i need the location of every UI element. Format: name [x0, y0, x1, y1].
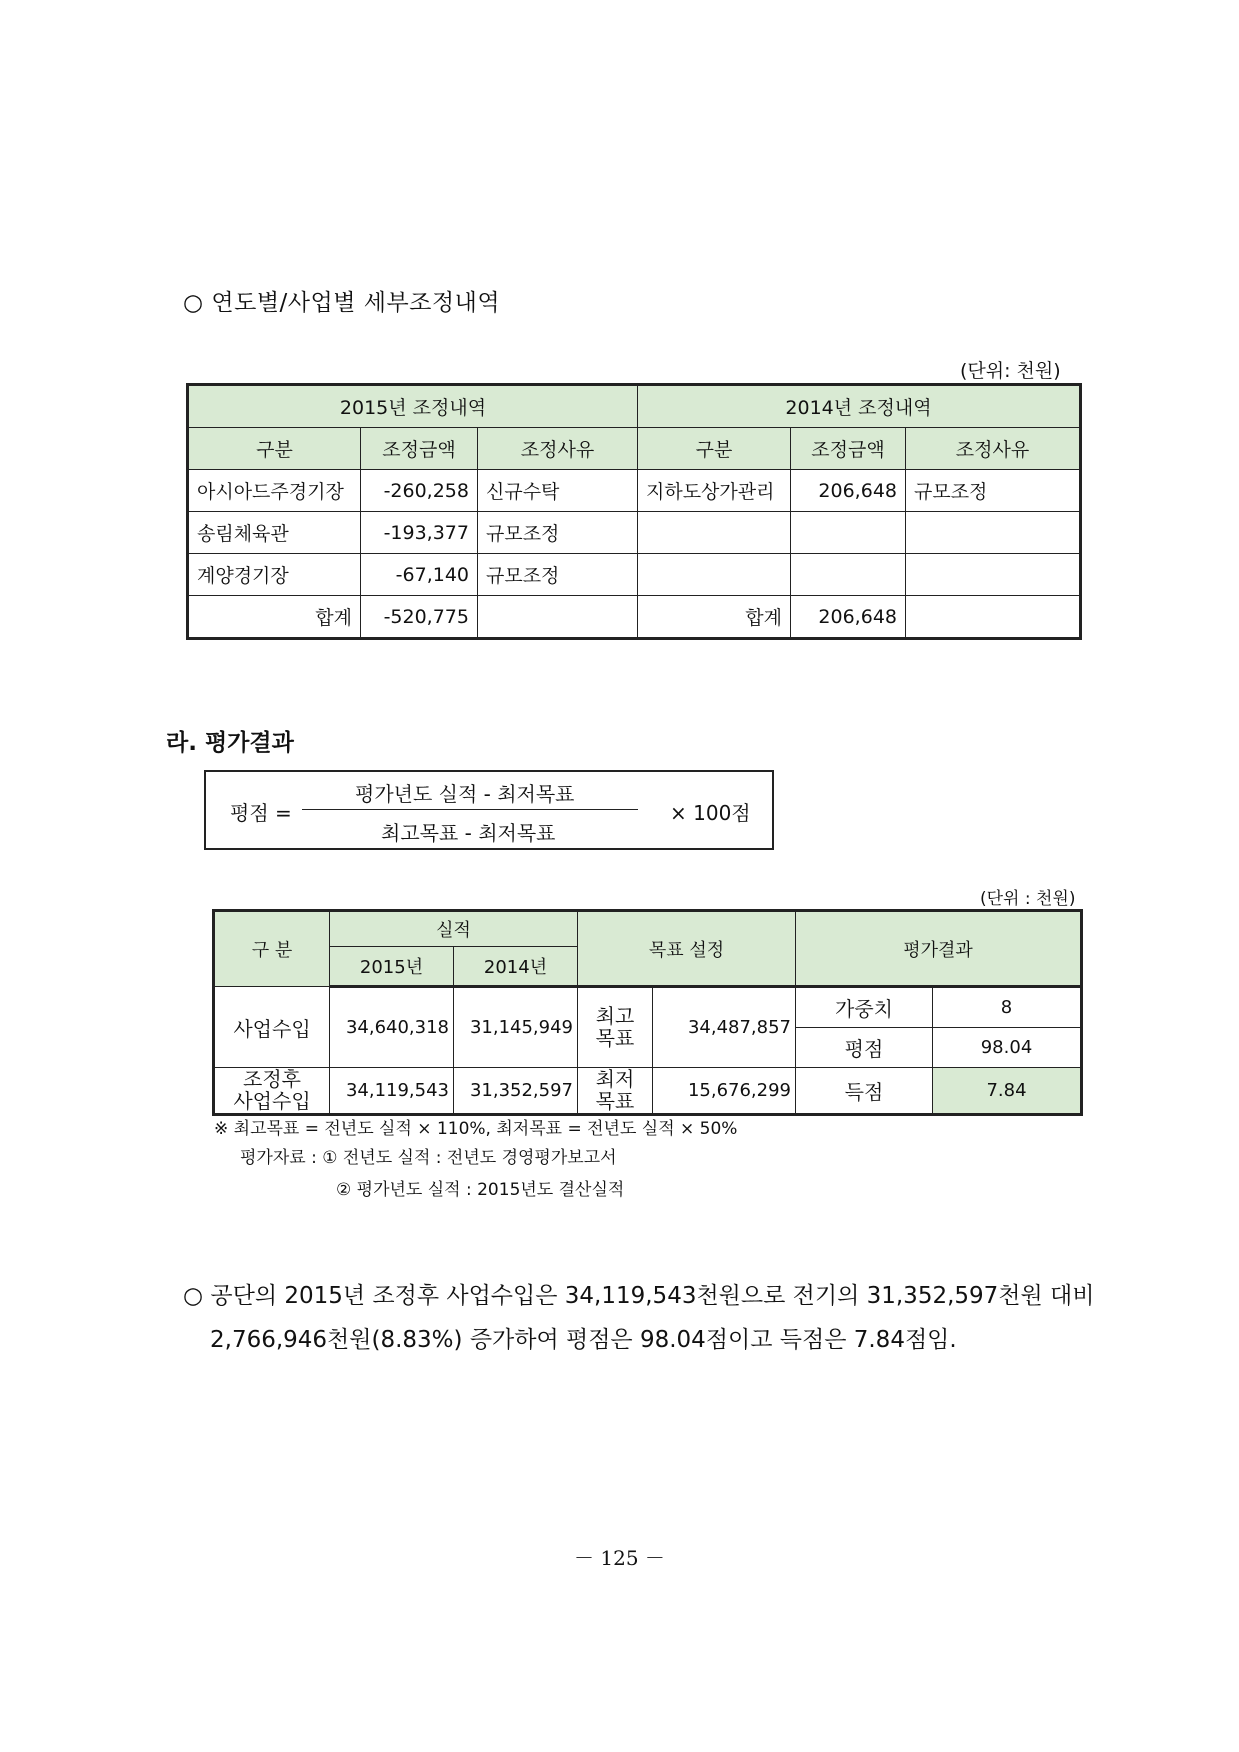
target-max-value: 34,487,857 — [653, 987, 796, 1068]
header-reason: 조정사유 — [478, 428, 638, 470]
cell-2015: 34,119,543 — [330, 1068, 454, 1115]
total-label: 합계 — [188, 596, 361, 639]
header-result: 평가결과 — [796, 911, 1082, 987]
cell-amount: -260,258 — [361, 470, 478, 512]
weight-value: 8 — [933, 987, 1082, 1028]
cell-reason: 신규수탁 — [478, 470, 638, 512]
row-label-revenue: 사업수입 — [214, 987, 330, 1068]
score-label: 평점 — [796, 1028, 933, 1068]
cell-category — [638, 554, 791, 596]
header-category: 구 분 — [214, 911, 330, 987]
formula-multiplier: × 100점 — [670, 801, 751, 825]
fraction-line — [302, 809, 638, 810]
summary-paragraph-line2: 2,766,946천원(8.83%) 증가하여 평점은 98.04점이고 득점은 7.84점임. — [210, 1327, 957, 1353]
table-row — [188, 554, 1081, 596]
formula-label: 평점 = — [230, 801, 292, 825]
unit-label: (단위: 천원) — [960, 360, 1061, 382]
points-label: 득점 — [796, 1068, 933, 1115]
cell-amount — [791, 512, 906, 554]
cell-2014: 31,145,949 — [454, 987, 578, 1068]
cell-category: 아시아드주경기장 — [188, 470, 361, 512]
total-label: 합계 — [638, 596, 791, 639]
note-formula: ※ 최고목표 = 전년도 실적 × 110%, 최저목표 = 전년도 실적 × 50% — [214, 1119, 738, 1139]
header-reason: 조정사유 — [906, 428, 1081, 470]
header-actual: 실적 — [330, 911, 578, 947]
header-2015-group: 2015년 조정내역 — [188, 385, 638, 428]
formula-numerator: 평가년도 실적 - 최저목표 — [355, 782, 575, 806]
target-min-value: 15,676,299 — [653, 1068, 796, 1115]
row-label-adjusted-revenue: 조정후 사업수입 — [214, 1068, 330, 1115]
table-row — [188, 470, 1081, 512]
summary-paragraph-line1: ○ 공단의 2015년 조정후 사업수입은 34,119,543천원으로 전기의 31,352,597천원 대비 — [183, 1283, 1095, 1309]
cell-category: 지하도상가관리 — [638, 470, 791, 512]
cell-amount: -193,377 — [361, 512, 478, 554]
section-heading: ○ 연도별/사업별 세부조정내역 — [183, 290, 501, 316]
note-source-1: 평가자료 : ① 전년도 실적 : 전년도 경영평가보고서 — [240, 1148, 617, 1168]
cell-amount: 206,648 — [791, 470, 906, 512]
evaluation-table — [212, 909, 1083, 1116]
header-2014-group: 2014년 조정내역 — [638, 385, 1081, 428]
total-amount-2014: 206,648 — [791, 596, 906, 639]
table-row — [188, 512, 1081, 554]
cell-reason: 규모조정 — [906, 470, 1081, 512]
cell-reason: 규모조정 — [478, 554, 638, 596]
header-2015: 2015년 — [330, 947, 454, 987]
cell-category: 계양경기장 — [188, 554, 361, 596]
formula-denominator: 최고목표 - 최저목표 — [381, 821, 556, 845]
score-value: 98.04 — [933, 1028, 1082, 1068]
target-max-label: 최고 목표 — [578, 987, 653, 1068]
header-amount: 조정금액 — [791, 428, 906, 470]
header-2014: 2014년 — [454, 947, 578, 987]
header-category: 구분 — [188, 428, 361, 470]
cell-amount: -67,140 — [361, 554, 478, 596]
note-source-2: ② 평가년도 실적 : 2015년도 결산실적 — [336, 1180, 625, 1200]
cell-reason — [906, 554, 1081, 596]
target-min-label: 최저 목표 — [578, 1068, 653, 1115]
cell-2014: 31,352,597 — [454, 1068, 578, 1115]
header-target: 목표 설정 — [578, 911, 796, 987]
adjustment-table — [186, 383, 1082, 640]
section-title: 라. 평가결과 — [166, 730, 294, 756]
cell-category — [638, 512, 791, 554]
cell-2015: 34,640,318 — [330, 987, 454, 1068]
cell-amount — [791, 554, 906, 596]
total-amount-2015: -520,775 — [361, 596, 478, 639]
cell-reason — [906, 512, 1081, 554]
weight-label: 가중치 — [796, 987, 933, 1028]
cell-reason: 규모조정 — [478, 512, 638, 554]
points-value: 7.84 — [933, 1068, 1082, 1115]
cell-category: 송림체육관 — [188, 512, 361, 554]
page-number: － 125 － — [574, 1546, 665, 1570]
total-row — [188, 596, 1081, 639]
unit-label: (단위 : 천원) — [980, 889, 1076, 909]
header-category: 구분 — [638, 428, 791, 470]
header-amount: 조정금액 — [361, 428, 478, 470]
